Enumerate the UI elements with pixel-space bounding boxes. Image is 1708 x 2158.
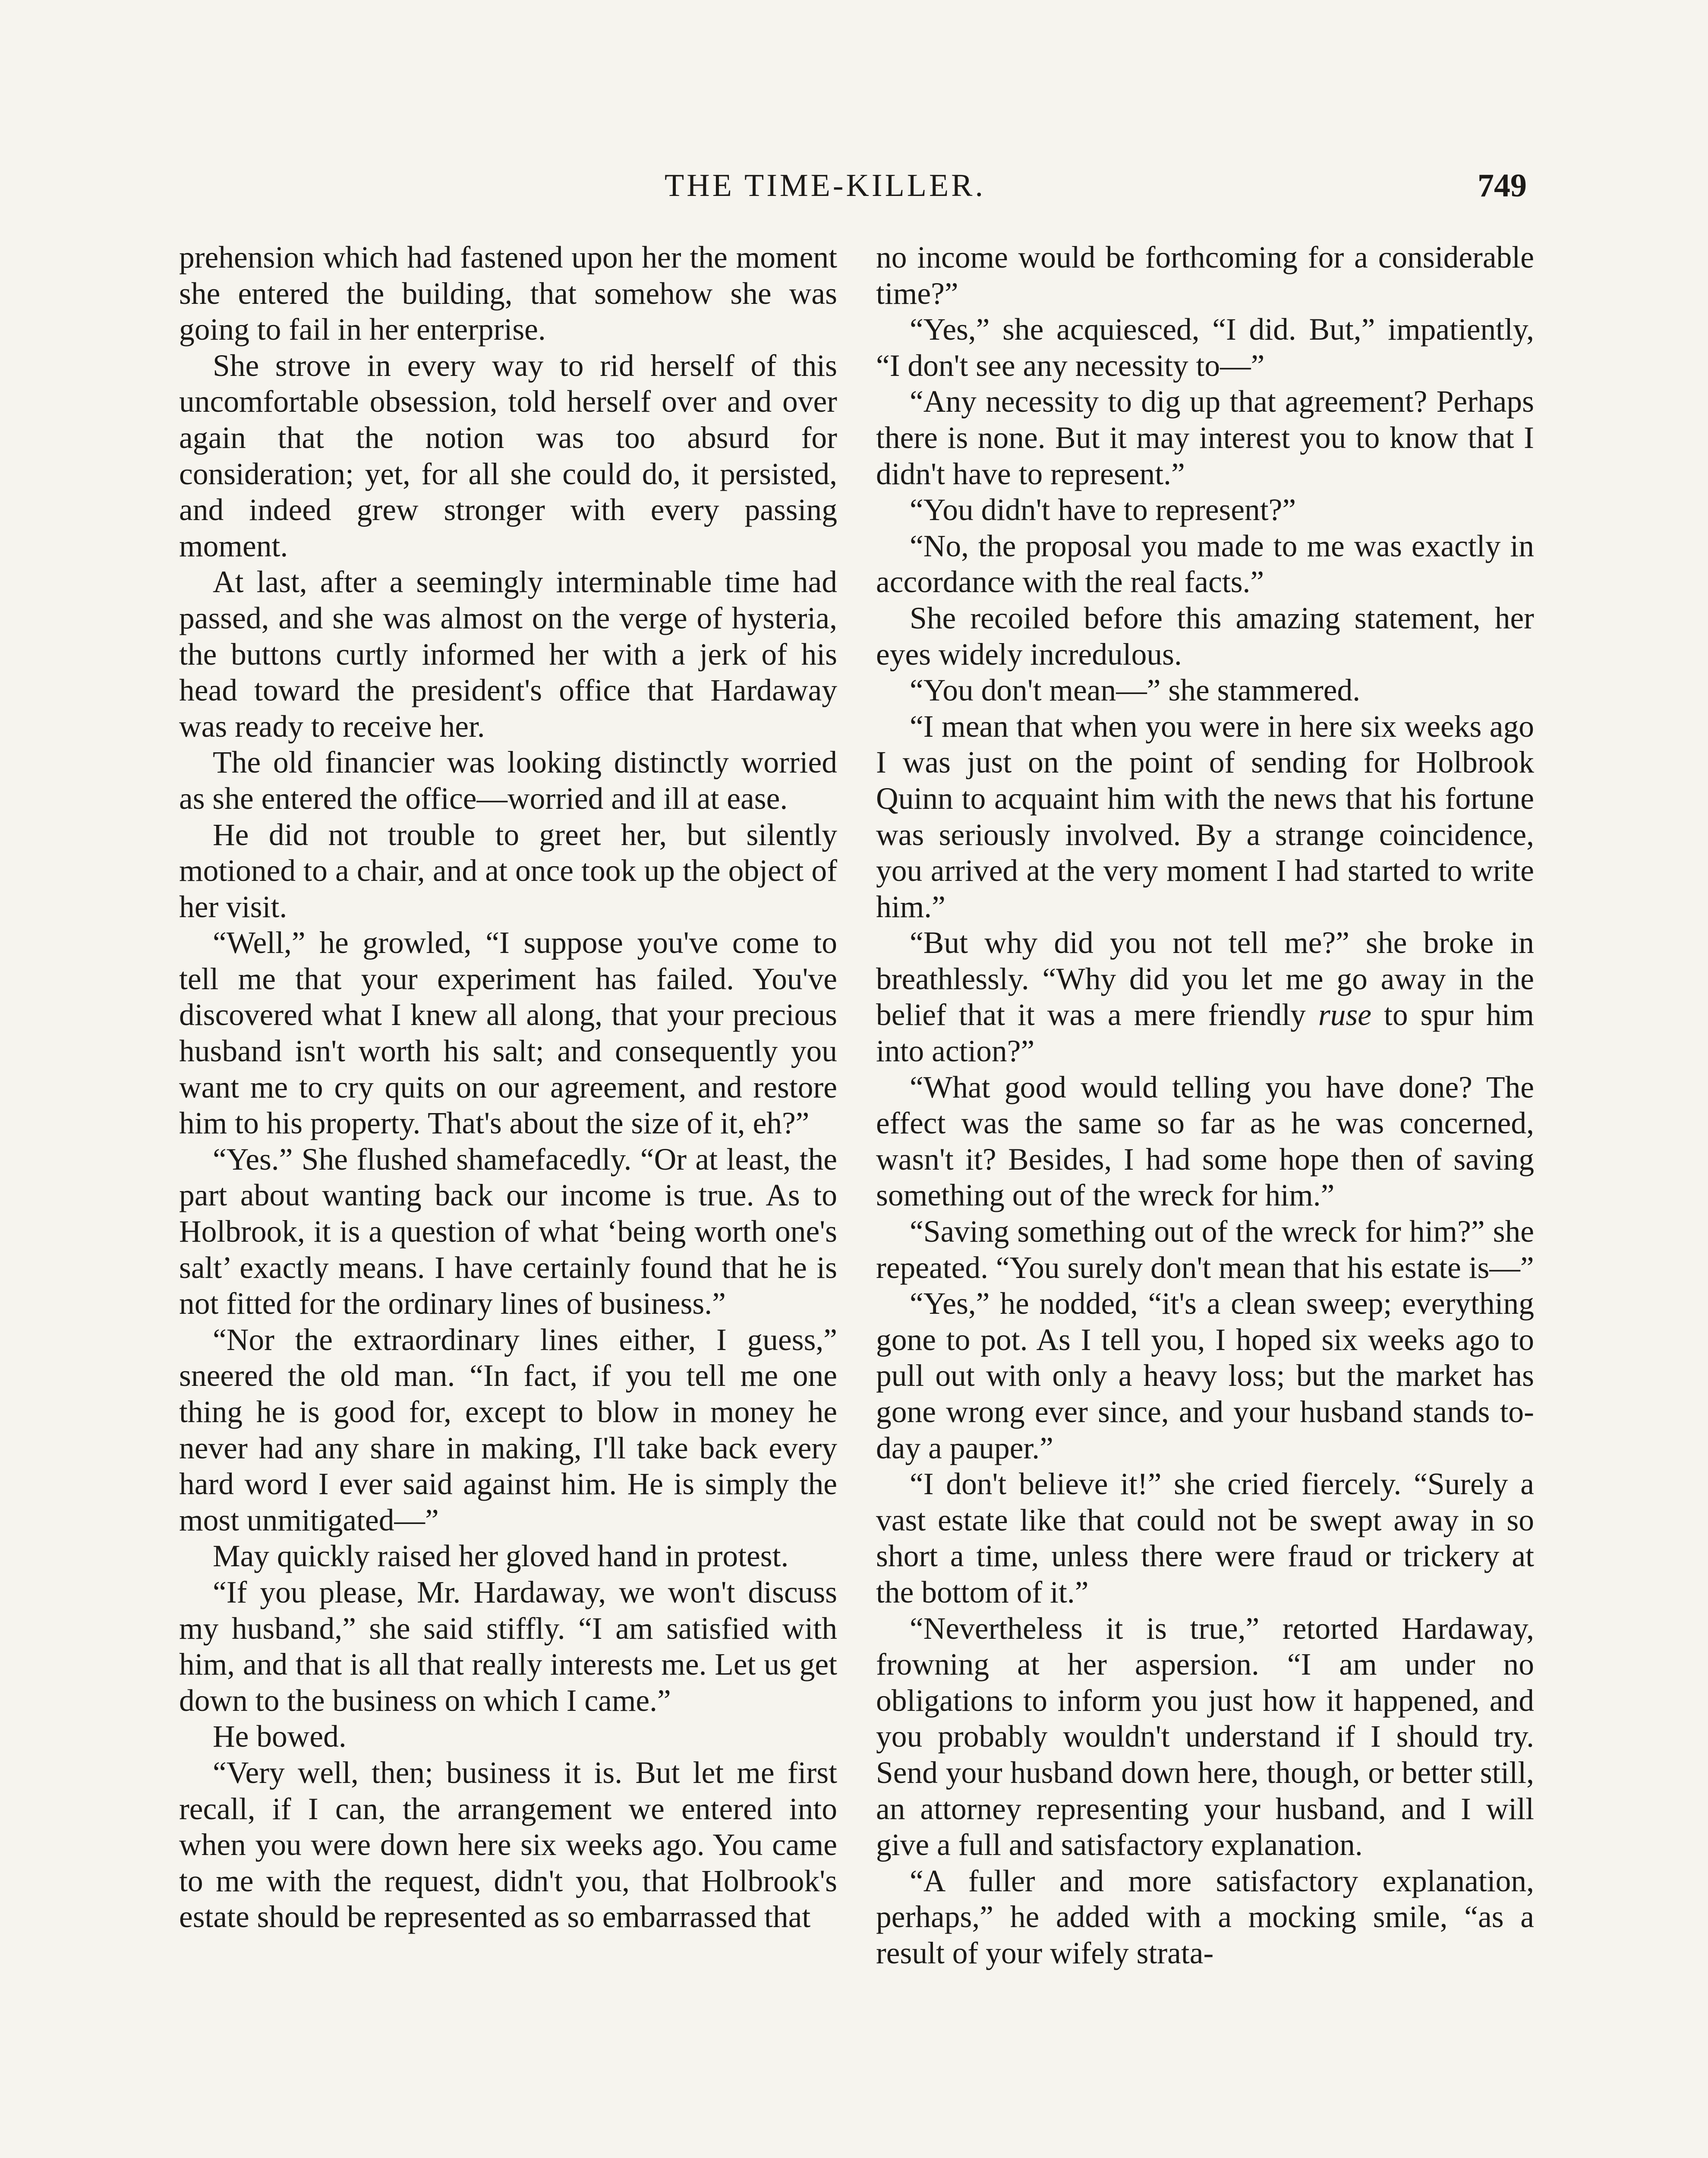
paragraph: “Very well, then; business it is. But let me first recall, if I can, the arrangement we entered into when you were down here six weeks ago. You came to me with the request, didn't you, that Holbrook's estate should be represented as so embarrassed that [179,1755,837,1934]
paragraph-text: “But why did you not tell me?” she broke in breathlessly. “Why did you let me go away in the belief that it was a mere friendly [876,926,1534,1032]
paragraph: The old financier was looking distinctly worried as she entered the office—worried and ill at ease. [179,745,837,816]
paragraph: “I don't believe it!” she cried fiercely. “Surely a vast estate like that could not be swept away in so short a time, unless there were fraud or trickery at the bottom of it.” [876,1467,1534,1609]
paragraph: no income would be forthcoming for a considerable time?” [876,240,1534,311]
paragraph: “Saving something out of the wreck for him?” she repeated. “You surely don't mean that his estate is—” [876,1215,1534,1285]
paragraph: “Yes,” she acquiesced, “I did. But,” impatiently, “I don't see any necessity to—” [876,312,1534,383]
paragraph: He did not trouble to greet her, but silently motioned to a chair, and at once took up the object of her visit. [179,817,837,924]
paragraph: “Yes,” he nodded, “it's a clean sweep; everything gone to pot. As I tell you, I hoped six weeks ago to pull out with only a heavy loss; but the market has gone wrong ever since, and your husband stands to-day a pauper.” [876,1287,1534,1465]
paragraph-text: to spur him into action?” [876,998,1534,1069]
paragraph: “Nor the extraordinary lines either, I guess,” sneered the old man. “In fact, if you tell me one thing he is good for, except to blow in money he never had any share in making, I'll take back every hard word I ever said against him. He is simply the most unmitigated—” [179,1322,837,1537]
page-number: 749 [1478,167,1527,204]
paragraph: “Nevertheless it is true,” retorted Hardaway, frowning at her aspersion. “I am under no obligations to inform you just how it happened, and you probably wouldn't understand if I should try. Send your husband down here, though, or better still, an attorney representing your husband, and I will give a full and satisfactory explanation. [876,1611,1534,1862]
paragraph: prehension which had fastened upon her the moment she entered the building, that somehow she was going to fail in her enterprise. [179,240,837,347]
paragraph: She strove in every way to rid herself of this uncomfortable obsession, told herself over and over again that the notion was too absurd for consideration; yet, for all she could do, it persisted, and indeed grew stronger with every passing moment. [179,348,837,563]
running-head [0,164,1708,216]
right-column [876,240,1534,1972]
paragraph: “What good would telling you have done? The effect was the same so far as he was concerned, wasn't it? Besides, I had some hope then of saving something out of the wreck for him.” [876,1070,1534,1213]
left-column [179,240,837,1935]
paragraph: At last, after a seemingly interminable time had passed, and she was almost on the verge of hysteria, the buttons curtly informed her with a jerk of his head toward the president's office that Hardaway was ready to receive her. [179,565,837,744]
paragraph: “No, the proposal you made to me was exactly in accordance with the real facts.” [876,529,1534,599]
paragraph: He bowed. [213,1719,347,1754]
paragraph: “You didn't have to represent?” [910,493,1296,527]
paragraph: “Yes.” She flushed shamefacedly. “Or at least, the part about wanting back our income is true. As to Holbrook, it is a question of what ‘being worth one's salt’ exactly means. I have certainly found that he is not fitted for the ordinary lines of business.” [179,1142,837,1321]
paragraph: “I mean that when you were in here six weeks ago I was just on the point of sending for Holbrook Quinn to acquaint him with the news that his fortune was seriously involved. By a strange coincidence, you arrived at the very moment I had started to write him.” [876,709,1534,924]
paragraph: “A fuller and more satisfactory explanation, perhaps,” he added with a mocking smile, “as a result of your wifely strata- [876,1864,1534,1970]
paragraph: She recoiled before this amazing statement, her eyes widely incredulous. [876,601,1534,672]
paragraph: “If you please, Mr. Hardaway, we won't discuss my husband,” she said stiffly. “I am satisfied with him, and that is all that really interests me. Let us get down to the business on which I came.” [179,1575,837,1718]
running-title: THE TIME-KILLER. [665,168,986,203]
paragraph: “You don't mean—” she stammered. [910,673,1361,708]
paragraph: “Any necessity to dig up that agreement? Perhaps there is none. But it may interest you to know that I didn't have to represent.” [876,385,1534,491]
paragraph: “Well,” he growled, “I suppose you've come to tell me that your experiment has failed. You've discovered what I knew all along, that your precious husband isn't worth his salt; and consequently you want me to cry quits on our agreement, and restore him to his property. That's about the size of it, eh?” [179,926,837,1141]
italic-word: ruse [1318,998,1372,1032]
paragraph [876,925,1534,1069]
paragraph: May quickly raised her gloved hand in protest. [213,1539,789,1574]
